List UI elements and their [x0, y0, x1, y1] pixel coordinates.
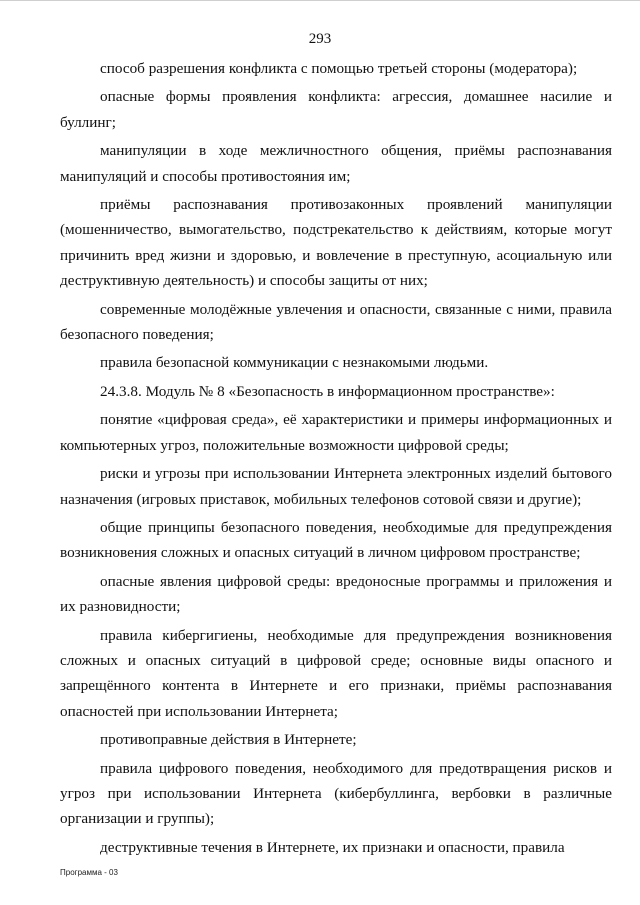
- scan-edge: [0, 0, 640, 1]
- paragraph: правила кибергигиены, необходимые для предупреждения возникновения сложных и опасных ситуаций в цифровой среде; основные виды опасного и запрещённого контента в Интернете и его признаки, приёмы распознавания опасностей при использовании Интернета;: [60, 626, 612, 720]
- paragraph: современные молодёжные увлечения и опасности, связанные с ними, правила безопасного поведения;: [60, 300, 612, 344]
- paragraph: манипуляции в ходе межличностного общения, приёмы распознавания манипуляций и способы противостояния им;: [60, 142, 612, 185]
- section-heading: 24.3.8. Модуль № 8 «Безопасность в информационном пространстве»:: [100, 382, 555, 400]
- paragraph: деструктивные течения в Интернете, их признаки и опасности, правила: [100, 838, 565, 856]
- page-number: 293: [308, 31, 332, 47]
- document-body: [60, 56, 612, 863]
- paragraph: опасные формы проявления конфликта: агрессия, домашнее насилие и буллинг;: [60, 88, 612, 131]
- paragraph: риски и угрозы при использовании Интернета электронных изделий бытового назначения (игровых приставок, мобильных телефонов сотовой связи и другие);: [60, 465, 612, 508]
- paragraph: понятие «цифровая среда», её характеристики и примеры информационных и компьютерных угроз, положительные возможности цифровой среды;: [60, 411, 612, 454]
- paragraph: правила безопасной коммуникации с незнакомыми людьми.: [100, 354, 489, 372]
- paragraph: приёмы распознавания противозаконных проявлений манипуляции (мошенничество, вымогательство, подстрекательство к действиям, которые могут причинить вред жизни и здоровью, и вовлечение в преступную, асоциальную или деструктивную деятельность) и способы защиты от них;: [60, 196, 612, 290]
- paragraph: противоправные действия в Интернете;: [100, 731, 357, 749]
- paragraph: опасные явления цифровой среды: вредоносные программы и приложения и их разновидности;: [60, 572, 612, 616]
- paragraph: правила цифрового поведения, необходимого для предотвращения рисков и угроз при использовании Интернета (кибербуллинга, вербовки в различные организации и группы);: [60, 759, 612, 828]
- paragraph: способ разрешения конфликта с помощью третьей стороны (модератора);: [100, 60, 578, 77]
- page-footer: Программа - 03: [60, 868, 118, 877]
- paragraph: общие принципы безопасного поведения, необходимые для предупреждения возникновения сложных и опасных ситуаций в личном цифровом пространстве;: [60, 518, 612, 562]
